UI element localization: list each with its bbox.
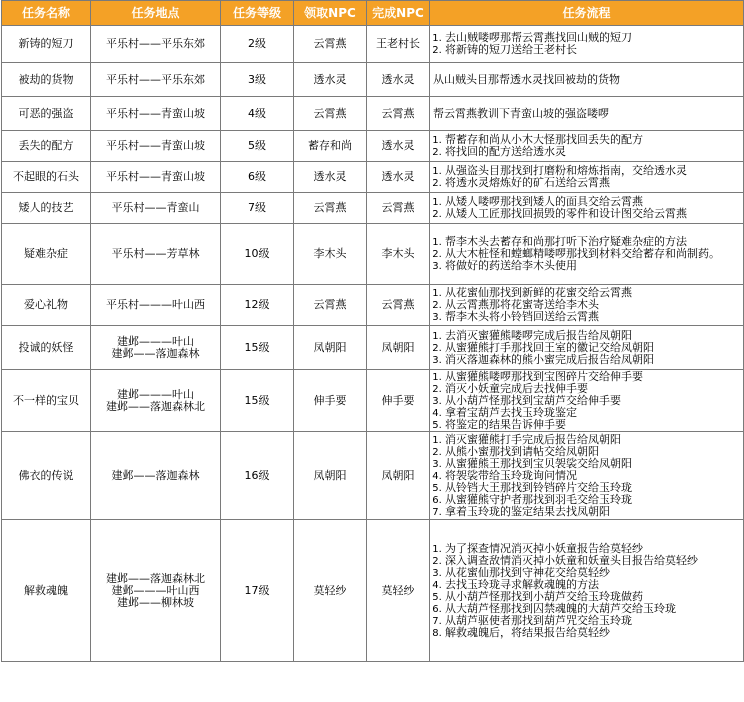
location-line: 平乐村——青蛮山坡 (106, 170, 205, 183)
task-level-cell: 15级 (221, 326, 294, 370)
task-flow-cell (430, 26, 744, 63)
complete-npc-cell: 李木头 (367, 224, 430, 285)
receive-npc-cell: 凤朝阳 (294, 326, 367, 370)
task-name-cell: 解救魂魄 (2, 520, 91, 662)
flow-step: 3. 将做好的药送给李木头使用 (445, 260, 740, 272)
task-flow-cell (430, 432, 744, 520)
task-name-cell: 爱心礼物 (2, 285, 91, 326)
task-level-cell: 10级 (221, 224, 294, 285)
flow-step: 1. 从矮人喽啰那找到矮人的面具交给云霄燕 (445, 196, 740, 208)
flow-step: 2. 将新铸的短刀送给王老村长 (445, 44, 740, 56)
flow-step: 3. 帮李木头将小铃铛回送给云霄燕 (445, 311, 740, 323)
receive-npc-cell: 云霄燕 (294, 26, 367, 63)
header-task-name: 任务名称 (2, 1, 91, 26)
task-level-cell: 6级 (221, 162, 294, 193)
task-level-cell: 2级 (221, 26, 294, 63)
receive-npc-cell: 凤朝阳 (294, 432, 367, 520)
flow-steps-list (433, 236, 740, 272)
flow-step: 2. 深入调查敌情消灭掉小妖童和妖童头目报告给莫轻纱 (445, 555, 740, 567)
task-name-cell: 不一样的宝贝 (2, 370, 91, 432)
location-line: 建邺——落迦森林北 (106, 571, 205, 585)
flow-steps-list (433, 287, 740, 323)
quest-table (1, 0, 744, 662)
receive-npc-cell: 透水灵 (294, 162, 367, 193)
flow-step: 7. 从葫芦驱使者那找到葫芦咒交给玉玲珑 (445, 615, 740, 627)
flow-step: 1. 为了探查情况消灭掉小妖童报告给莫轻纱 (445, 543, 740, 555)
receive-npc-cell: 云霄燕 (294, 285, 367, 326)
task-location-cell (91, 63, 221, 97)
table-row (2, 326, 744, 370)
table-row (2, 131, 744, 162)
location-line: 平乐村——平乐东郊 (106, 37, 205, 50)
flow-step: 5. 从铃铛大王那找到铃铛碎片交给玉玲珑 (445, 482, 740, 494)
flow-step: 1. 从花蜜仙那找到新鲜的花蜜交给云霄燕 (445, 287, 740, 299)
table-row (2, 520, 744, 662)
complete-npc-cell: 透水灵 (367, 162, 430, 193)
task-flow-cell (430, 97, 744, 131)
task-level-cell: 3级 (221, 63, 294, 97)
location-line: 平乐村——芳草林 (111, 247, 200, 260)
header-receive-npc: 领取NPC (294, 1, 367, 26)
complete-npc-cell: 伸手要 (367, 370, 430, 432)
flow-step: 6. 从蜜獾熊守护者那找到羽毛交给玉玲珑 (445, 494, 740, 506)
task-name-cell: 新铸的短刀 (2, 26, 91, 63)
flow-step: 1. 从强盗头目那找到打磨粉和熔炼指南，交给透水灵 (445, 165, 740, 177)
complete-npc-cell: 凤朝阳 (367, 432, 430, 520)
flow-steps-list (433, 196, 740, 220)
complete-npc-cell: 云霄燕 (367, 97, 430, 131)
flow-step: 2. 从蜜獾熊打手那找回王室的徽记交给凤朝阳 (445, 342, 740, 354)
table-row (2, 162, 744, 193)
table-row (2, 224, 744, 285)
flow-step: 4. 将袈裟带给玉玲珑询问情况 (445, 470, 740, 482)
flow-step: 3. 从花蜜仙那找到守神花交给莫轻纱 (445, 567, 740, 579)
flow-step: 2. 从大木桩怪和螳螂精喽啰那找到材料交给蓄存和尚制药。 (445, 248, 740, 260)
flow-step: 2. 将透水灵熔炼好的矿石送给云霄燕 (445, 177, 740, 189)
receive-npc-cell: 伸手要 (294, 370, 367, 432)
task-location-cell (91, 131, 221, 162)
header-complete-npc: 完成NPC (367, 1, 430, 26)
flow-steps-list (433, 32, 740, 56)
task-level-cell: 17级 (221, 520, 294, 662)
flow-step: 1. 去消灭蜜獾熊喽啰完成后报告给凤朝阳 (445, 330, 740, 342)
task-flow-cell (430, 162, 744, 193)
task-location-cell (91, 285, 221, 326)
task-flow-cell (430, 520, 744, 662)
task-flow-cell (430, 285, 744, 326)
task-location-cell (91, 432, 221, 520)
complete-npc-cell: 莫轻纱 (367, 520, 430, 662)
location-line: 建邺———叶山西 (111, 583, 200, 597)
task-location-cell (91, 26, 221, 63)
flow-step: 1. 去山贼喽啰那帮云霄燕找回山贼的短刀 (445, 32, 740, 44)
flow-text: 帮云霄燕教训下青蛮山坡的强盗喽啰 (433, 106, 609, 120)
table-row (2, 370, 744, 432)
header-task-level: 任务等级 (221, 1, 294, 26)
complete-npc-cell: 透水灵 (367, 63, 430, 97)
quest-table-body (2, 26, 744, 662)
flow-step: 4. 拿着宝葫芦去找玉玲珑鉴定 (445, 407, 740, 419)
table-row (2, 26, 744, 63)
location-line: 平乐村——青蛮山坡 (106, 139, 205, 152)
task-location-cell (91, 162, 221, 193)
location-line: 平乐村——青蛮山 (111, 201, 200, 214)
flow-text: 从山贼头目那帮透水灵找回被劫的货物 (433, 72, 620, 86)
flow-step: 2. 将找回的配方送给透水灵 (445, 146, 740, 158)
flow-step: 3. 从小葫芦怪那找到宝葫芦交给伸手要 (445, 395, 740, 407)
task-flow-cell (430, 326, 744, 370)
header-task-location: 任务地点 (91, 1, 221, 26)
location-line: 平乐村——青蛮山坡 (106, 106, 205, 120)
task-level-cell: 15级 (221, 370, 294, 432)
task-location-cell (91, 224, 221, 285)
task-flow-cell (430, 63, 744, 97)
flow-step: 5. 从小葫芦怪那找到小葫芦交给玉玲珑做药 (445, 591, 740, 603)
flow-step: 2. 从矮人工匠那找回损毁的零件和设计图交给云霄燕 (445, 208, 740, 220)
table-row (2, 432, 744, 520)
table-row (2, 285, 744, 326)
flow-steps-list (433, 165, 740, 189)
flow-step: 6. 从大葫芦怪那找到囚禁魂魄的大葫芦交给玉玲珑 (445, 603, 740, 615)
flow-step: 3. 消灭落迦森林的熊小蜜完成后报告给凤朝阳 (445, 354, 740, 366)
task-flow-cell (430, 370, 744, 432)
complete-npc-cell: 云霄燕 (367, 285, 430, 326)
task-name-cell: 可恶的强盗 (2, 97, 91, 131)
task-flow-cell (430, 131, 744, 162)
location-line: 建邺———叶山 (117, 387, 194, 401)
flow-steps-list (433, 330, 740, 366)
receive-npc-cell: 莫轻纱 (294, 520, 367, 662)
location-line: 平乐村——平乐东郊 (106, 72, 205, 86)
flow-steps-list (433, 434, 740, 518)
complete-npc-cell: 云霄燕 (367, 193, 430, 224)
flow-step: 1. 从蜜獾熊喽啰那找到宝图碎片交给伸手要 (445, 371, 740, 383)
complete-npc-cell: 王老村长 (367, 26, 430, 63)
flow-step: 4. 去找玉玲珑寻求解救魂魄的方法 (445, 579, 740, 591)
table-row (2, 63, 744, 97)
table-row (2, 193, 744, 224)
task-location-cell (91, 326, 221, 370)
header-task-flow: 任务流程 (430, 1, 744, 26)
task-name-cell: 丢失的配方 (2, 131, 91, 162)
flow-step: 5. 将鉴定的结果告诉伸手要 (445, 419, 740, 431)
location-line: 建邺——落迦森林 (111, 346, 200, 360)
table-row (2, 97, 744, 131)
flow-step: 2. 从云霄燕那将花蜜寄送给李木头 (445, 299, 740, 311)
receive-npc-cell: 云霄燕 (294, 97, 367, 131)
flow-steps-list (433, 134, 740, 158)
task-level-cell: 5级 (221, 131, 294, 162)
complete-npc-cell: 透水灵 (367, 131, 430, 162)
flow-step: 1. 帮李木头去蓄存和尚那打听下治疗疑难杂症的方法 (445, 236, 740, 248)
task-name-cell: 不起眼的石头 (2, 162, 91, 193)
task-level-cell: 16级 (221, 432, 294, 520)
task-flow-cell (430, 193, 744, 224)
location-line: 平乐村———叶山西 (106, 298, 205, 311)
complete-npc-cell: 凤朝阳 (367, 326, 430, 370)
task-name-cell: 被劫的货物 (2, 63, 91, 97)
receive-npc-cell: 透水灵 (294, 63, 367, 97)
location-line: 建邺——柳林坡 (117, 595, 194, 609)
location-line: 建邺——落迦森林北 (106, 399, 205, 413)
task-flow-cell (430, 224, 744, 285)
task-level-cell: 12级 (221, 285, 294, 326)
flow-step: 1. 消灭蜜獾熊打手完成后报告给凤朝阳 (445, 434, 740, 446)
receive-npc-cell: 蓄存和尚 (294, 131, 367, 162)
location-line: 建邺———叶山 (117, 334, 194, 348)
flow-step: 2. 消灭小妖童完成后去找伸手要 (445, 383, 740, 395)
location-line: 建邺——落迦森林 (111, 468, 200, 482)
receive-npc-cell: 云霄燕 (294, 193, 367, 224)
task-location-cell (91, 97, 221, 131)
header-row (2, 1, 744, 26)
receive-npc-cell: 李木头 (294, 224, 367, 285)
task-name-cell: 佛衣的传说 (2, 432, 91, 520)
task-location-cell (91, 370, 221, 432)
flow-steps-list (433, 543, 740, 639)
flow-steps-list (433, 371, 740, 431)
task-location-cell (91, 520, 221, 662)
task-name-cell: 疑难杂症 (2, 224, 91, 285)
flow-step: 8. 解救魂魄后，将结果报告给莫轻纱 (445, 627, 740, 639)
task-level-cell: 4级 (221, 97, 294, 131)
task-name-cell: 矮人的技艺 (2, 193, 91, 224)
flow-step: 7. 拿着玉玲珑的鉴定结果去找凤朝阳 (445, 506, 740, 518)
flow-step: 2. 从熊小蜜那找到请帖交给凤朝阳 (445, 446, 740, 458)
task-location-cell (91, 193, 221, 224)
task-level-cell: 7级 (221, 193, 294, 224)
flow-step: 1. 帮蓄存和尚从小木大怪那找回丢失的配方 (445, 134, 740, 146)
flow-step: 3. 从蜜獾熊王那找到宝贝袈裟交给凤朝阳 (445, 458, 740, 470)
task-name-cell: 投诚的妖怪 (2, 326, 91, 370)
